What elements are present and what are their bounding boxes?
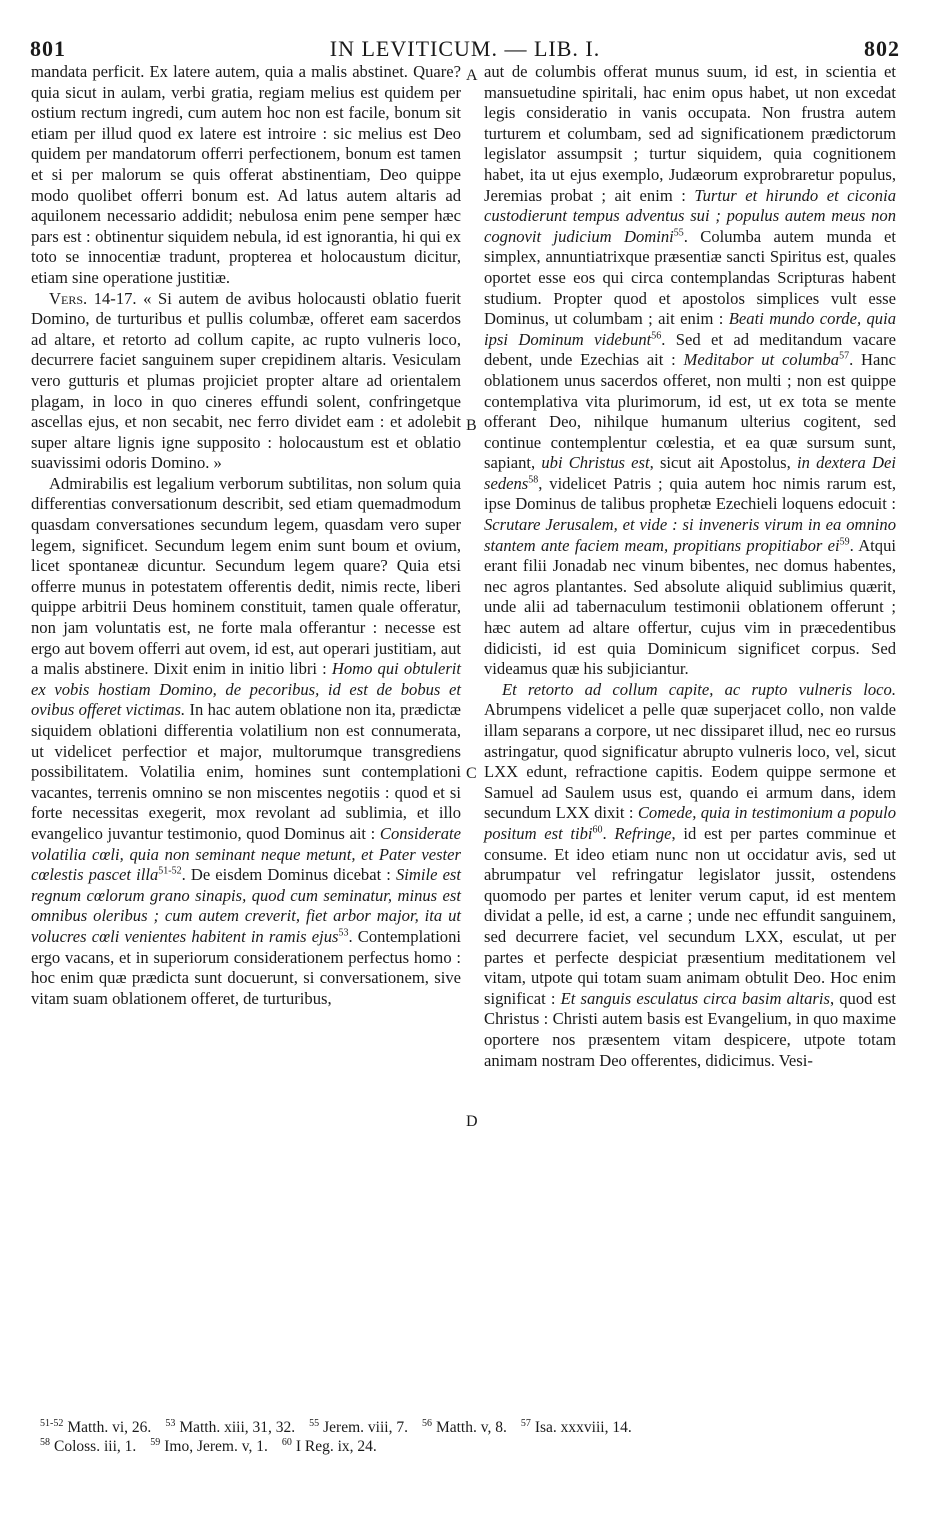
paragraph: [31, 289, 461, 474]
text-run: . Contemplationi ergo vacans, et in superiorum considerationem perfectus homo : hoc enim quæ prædicta sunt docuerunt, si conversationem, sive vitam suam oblationem offeret, de turturibus,: [31, 926, 462, 1008]
text-run: .: [602, 823, 615, 843]
text-run: . Hanc oblationem unus sacerdos offeret, non multi ; non est quippe contemplativa vita plurimorum, id est, ut ex tota se mente offerant Deo, nihilque humanum ulterius cogitent, sed continue contemplentur cœlestia, et ea quæ sursum sunt, sapiant,: [484, 350, 896, 473]
text-run: , id est per partes comminue et consume. Et ideo etiam nunc non ut occidatur avis, sed ut abrumpatur vel refringatur legislator jussit, ostendens quomodo per partes et leniter verum caput, id est mentem dividat a pelle, id est, a carne ; unde nec effundit sanguinem, sed decurrere faciet, vel secundum LXX, esculat, ut per partes et perfecte despiciat præsentium meditationem vel vitam, utpote qui totam suam animam obtulit Deo. Hoc enim significat :: [484, 823, 896, 1008]
footnote-marker: 53: [338, 927, 349, 939]
footnote-marker: 60: [592, 824, 603, 836]
running-title: IN LEVITICUM. — LIB. I.: [329, 36, 601, 61]
footnote-ref: 58: [40, 1436, 50, 1448]
section-marker-d: D: [466, 1113, 478, 1130]
paragraph: [484, 680, 896, 1071]
footnote-ref: 51-52: [40, 1417, 64, 1429]
text-run: , quod est Christus : Christi autem basis est Evangelium, in quo maxime oportere nos præsentem vitam despicere, utpote totam animam nostram Deo offerentes, didicimus. Vesi-: [484, 988, 896, 1070]
text-run: aut de columbis offerat munus suum, id est, in scientia et mansuetudine spiritali, hac enim opus habet, ut non excedat legis consideratio in vanis occupata. Non frustra autem turturem et columbam, sed ad significationem prædictorum legislator assumpsit ; turtur siquidem, quia cognitionem habet, ita ut ejus exemplo, Judæorum exprobraretur populus, Jeremias probat ; ait enim :: [484, 62, 896, 205]
footnote-marker: 59: [839, 536, 850, 548]
scripture-quote: Et sanguis esculatus circa basim altaris: [560, 988, 830, 1008]
footnote-text: I Reg. ix, 24.: [295, 1438, 377, 1455]
footnote-text: Jerem. viii, 7.: [323, 1419, 408, 1436]
text-run: , sicut ait Apostolus,: [649, 453, 797, 473]
scripture-quote: Refringe: [614, 823, 672, 843]
text-run: . Atqui erant filii Jonadab nec vinum bibentes, nec domus habentes, nec agros plantantes. Sed absolute aliquid sublimius quærit, unde alii ad tabernaculum testimonii oblationem offerunt ; hæc autem ad altare offertur, cujus vim in præcedentibus didicisti, id est quia Dominicum significet corpus. Sed videamus quæ his subjiciantur.: [484, 535, 896, 679]
right-column: [484, 62, 896, 1071]
scripture-quote: Turtur et hirundo et ciconia custodierunt tempus adventus sui ; populus autem meus non cognovit judicium Domini: [484, 185, 897, 246]
text-run: . Columba autem munda et simplex, annuntiatrixque præsentiæ sancti Spiritus est, quales oportet esse eos qui circa contemplandas Scripturas habent studium. Propter quod et apostolos simplices vult esse Dominus, ut columbam ; ait enim :: [484, 226, 896, 329]
paragraph: [31, 474, 461, 1009]
page-number-right: 802: [864, 36, 900, 61]
scripture-quote: Meditabor ut columba: [683, 350, 840, 370]
footnote-ref: 59: [150, 1436, 161, 1448]
scripture-quote: Comede, quia in testimonium a populo positum est tibi: [484, 803, 897, 843]
text-run: Abrumpens videlicet a pelle quæ superjacet collo, non valde illam separans a corpore, ut nec dissiparet illud, nec eo rursus astringatur, quod significatur abrupto vulneris loco, vel, sicut LXX edunt, refractione capitis. Eodem quippe sermone et Samuel ad Saulem usus est, quando ei armum dans, idem secundum LXX dixit :: [484, 700, 896, 823]
scripture-quote: Considerate volatilia cœli, quia non seminant neque metunt, et Pater vester cœlestis pascet illa: [31, 823, 461, 885]
footnote-marker: 58: [528, 474, 539, 486]
text-run: , videlicet Patris ; quia autem hoc nimis rarum est, ipse Dominus de talibus prophetæ Ezechieli loquens edocuit :: [484, 473, 896, 514]
footnote-marker: 51-52: [158, 865, 182, 877]
scripture-quote: Simile est regnum cœlorum grano sinapis, quod cum seminatur, minus est omnibus oleribus ; cum autem creverit, fiet arbor major, ita ut volucres cœli venientes habitent in ramis ejus: [31, 865, 461, 946]
text-run: . De eisdem Dominus dicebat :: [181, 865, 396, 885]
verse-label: Vers. 14-17.: [49, 288, 137, 308]
section-marker-a: A: [466, 67, 478, 84]
footnote-text: Isa. xxxviii, 14.: [534, 1419, 632, 1436]
footnote-ref: 55: [309, 1417, 320, 1429]
scripture-quote: ubi Christus est: [541, 453, 650, 473]
footnote-marker: 56: [651, 330, 662, 342]
footnote-text: Matth. vi, 26.: [67, 1419, 152, 1436]
paragraph: mandata perficit. Ex latere autem, quia a malis abstinet. Quare? quia sicut in aulam, verbi gratia, regiam melius est quidem per ostium rectum ingredi, cum autem hoc non est facile, bonum sit etiam per illud quod ex latere est introire : sic melius est Deo quidem per mandatorum offerri perfectionem, bonum est tamen et si per malorum se quis offerat abstinentiam, Deo quippe modo quolibet offerri bonum est. Ad latus autem altaris ad aquilonem necessario addidit; nebulosa enim pene semper hæc pars est : obtinentur siquidem nebula, id est ignorantia, hi qui ex toto se innocentiæ tradunt, propterea et holocaustum dicitur, etiam sine operatione justitiæ.: [31, 62, 461, 287]
paragraph: [484, 62, 896, 680]
footnote-marker: 55: [673, 227, 684, 239]
footnote-text: Matth. xiii, 31, 32.: [179, 1419, 296, 1436]
footnote-text: Matth. v, 8.: [435, 1419, 507, 1436]
scripture-quote: in dextera Dei sedens: [484, 453, 896, 493]
scripture-quote: Homo qui obtulerit ex vobis hostiam Domino, de pecoribus, id est de bobus et ovibus offeret victimas.: [31, 659, 461, 720]
footnote-ref: 56: [421, 1417, 432, 1429]
footnote-ref: 60: [281, 1436, 292, 1448]
text-run: In hac autem oblatione non ita, prædictæ siquidem oblationi differentia volatilium non est connumerata, ut videlicet perfectior et major, multorumque transgrediens possibilitatem. Volatilia enim, homines sunt contemplationi vacantes, terrenis omnino se non miscentes negotiis : quod et si forte necessitas exegerit, mox revolant ad sublimia, et illo evangelico juvantur testimonio, quod Dominus ait :: [31, 700, 461, 843]
verse-text: « Si autem de avibus holocausti oblatio fuerit Domino, de turturibus et pullis columbæ, offeret eam sacerdos ad altare, et retorto ad collum capite, ac rupto vulneris loco, decurrere faciet sanguinem super crepidinem altaris. Vesiculam vero gutturis et plumas projiciet propter altare ad orientalem plagam, in loco in quo cineres effundi solent, confringetque ascellas ejus, et non secabit, nec ferro dividet eam : et adolebit super altare lignis igne supposito : holocaustum est et oblatio suavissimi odoris Domino. »: [31, 288, 461, 473]
left-column: [31, 62, 461, 1009]
section-marker-c: C: [466, 765, 477, 782]
footnote-ref: 57: [520, 1417, 531, 1429]
footnote-text: Coloss. iii, 1.: [54, 1438, 137, 1455]
scripture-quote: Beati mundo corde, quia ipsi Dominum videbunt: [484, 309, 896, 349]
page-number-left: 801: [30, 36, 66, 61]
text-run: Admirabilis est legalium verborum subtilitas, non solum quia differentias conversationum describit, sed etiam quemadmodum quasdam conversationes secundum legem, quasdam vero super legem, significet. Secundum legem enim sunt boum et ovium, licet spontaneæ dicuntur. Secundum legem quare? Quia etsi offerre munus in potestatem offerentis dedit, nimis recte, liberi quippe arbitrii Deus hominem constituit, tamen quale offeratur, non jam voluntatis est, ne forte mala offerantur : necesse est ergo aut bovem offerri aut ovem, id est, aut operari justitiam, aut a malis abstinere. Dixit enim in initio libri :: [31, 473, 461, 679]
text-run: . Sed et ad meditandum vacare debent, unde Ezechias ait :: [484, 329, 896, 370]
footnote-ref: 53: [165, 1417, 176, 1429]
footnote-text: Imo, Jerem. v, 1.: [164, 1438, 268, 1455]
footnote-line: [40, 1418, 900, 1437]
scripture-quote: Scrutare Jerusalem, et vide : si inveneris virum in ea omnino stantem ante faciem meam, propitians propitiabor ei: [484, 515, 896, 555]
footnotes: [40, 1418, 900, 1456]
footnote-line: [40, 1437, 900, 1456]
section-marker-b: B: [466, 417, 477, 434]
scripture-quote: Et retorto ad collum capite, ac rupto vulneris loco.: [502, 679, 896, 699]
footnote-marker: 57: [839, 350, 850, 362]
